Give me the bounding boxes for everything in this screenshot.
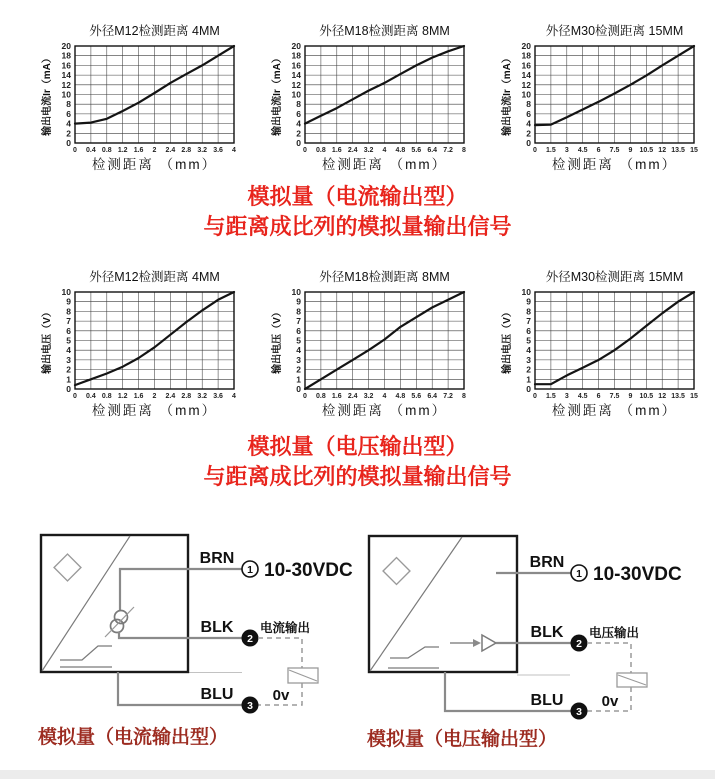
y-tick-label: 8 [66,99,71,110]
x-tick-label: 2 [152,147,157,154]
y-tick-label: 18 [61,50,71,61]
x-tick-label: 0 [303,393,307,400]
y-tick-label: 2 [66,128,71,139]
x-tick-label: 15 [690,147,698,154]
y-tick-label: 3 [526,354,531,365]
terminal-1-number: 1 [247,563,253,576]
x-tick-label: 3 [564,393,569,400]
load-dash-top [258,638,302,668]
y-tick-label: 3 [296,354,301,365]
x-tick-label: 4.8 [395,147,406,154]
blu-label: BLU [200,686,234,703]
x-tick-label: 3.2 [363,393,374,400]
blu-label: BLU [530,692,564,709]
y-tick-label: 9 [66,296,71,307]
y-tick-label: 2 [66,364,71,375]
x-tick-label: 3.2 [197,393,208,400]
x-tick-label: 1.2 [117,147,128,154]
x-tick-label: 1.5 [546,393,556,400]
x-tick-label: 1.5 [546,147,556,154]
wiring-diagram-voltage [355,530,700,730]
brn-label: BRN [529,554,565,571]
y-tick-label: 1 [526,374,531,385]
chart-title: 外径M12检测距离 4MM [89,24,220,38]
y-tick-label: 0 [526,138,531,148]
blk-label: BLK [530,624,564,641]
y-tick-label: 4 [296,118,301,129]
chart-xlabel: 检测距离 （mm） [321,403,448,418]
chart-ylabel: 输出电压（V） [42,307,53,374]
y-tick-label: 2 [526,364,531,375]
load-resistor-icon [288,668,318,683]
chart-xlabel: 检测距离 （mm） [551,157,678,172]
y-tick-label: 8 [526,306,531,317]
chart-xlabel: 检测距离 （mm） [91,157,218,172]
x-tick-label: 4.8 [395,393,406,400]
x-tick-label: 0 [533,393,537,400]
x-tick-label: 7.2 [443,147,453,154]
y-tick-label: 6 [66,108,71,119]
y-tick-label: 14 [61,70,71,81]
terminal-1-number: 1 [576,567,582,580]
y-tick-label: 8 [296,306,301,317]
y-tick-label: 4 [66,118,71,129]
terminal-3-number: 3 [576,705,582,718]
y-tick-label: 16 [291,60,301,71]
sensor-box [41,535,188,672]
chart-m30-current [480,16,710,179]
y-tick-label: 10 [61,287,71,297]
y-tick-label: 5 [526,335,531,346]
analog-current-heading-line2: 与距离成比列的模拟量输出信号 [203,214,512,239]
x-tick-label: 9 [628,147,633,154]
analog-voltage-heading-line2: 与距离成比列的模拟量输出信号 [203,464,512,489]
x-tick-label: 8 [462,147,466,154]
load-dash-top [587,643,631,673]
x-tick-label: 6 [596,147,601,154]
y-tick-label: 4 [526,118,531,129]
y-tick-label: 18 [521,50,531,61]
y-tick-label: 10 [291,89,301,100]
x-tick-label: 4 [382,393,387,400]
supply-voltage-label: 10-30VDC [264,560,353,581]
y-tick-label: 10 [61,89,71,100]
x-tick-label: 10.5 [639,393,654,400]
zero-volt-label: 0v [601,693,619,710]
x-tick-label: 15 [690,393,698,400]
y-tick-label: 0 [66,384,71,394]
x-tick-label: 2.4 [165,393,176,400]
chart-svg [480,16,710,179]
y-tick-label: 6 [66,325,71,336]
x-tick-label: 1.6 [133,393,144,400]
chart-m12-current [20,16,250,179]
x-tick-label: 3.6 [213,393,223,400]
y-tick-label: 14 [291,70,301,81]
y-tick-label: 1 [296,374,301,385]
y-tick-label: 0 [296,138,301,148]
x-tick-label: 0.8 [316,147,326,154]
chart-m18-current [250,16,480,179]
y-tick-label: 3 [66,354,71,365]
chart-m18-voltage [250,262,480,425]
x-tick-label: 10.5 [639,147,654,154]
x-tick-label: 4.5 [577,147,588,154]
x-tick-label: 7.2 [443,393,453,400]
y-tick-label: 4 [296,345,301,356]
x-tick-label: 6.4 [427,147,438,154]
x-tick-label: 1.2 [117,393,128,400]
x-tick-label: 6 [596,393,601,400]
y-tick-label: 2 [296,364,301,375]
y-tick-label: 0 [296,384,301,394]
y-tick-label: 20 [521,41,531,51]
x-tick-label: 12 [658,393,667,400]
wiring-diagram-current [20,530,360,730]
zero-volt-label: 0v [272,687,290,704]
x-tick-label: 12 [658,147,667,154]
x-tick-label: 1.6 [331,147,342,154]
x-tick-label: 3.2 [197,147,208,154]
y-tick-label: 10 [521,89,531,100]
x-tick-label: 2.4 [347,393,358,400]
brn-label: BRN [199,550,235,567]
y-tick-label: 9 [296,296,301,307]
y-tick-label: 16 [61,60,71,71]
x-tick-label: 7.5 [609,147,620,154]
y-tick-label: 6 [526,325,531,336]
x-tick-label: 0.8 [101,147,112,154]
chart-svg [250,262,480,425]
y-tick-label: 2 [296,128,301,139]
x-tick-label: 13.5 [671,393,685,400]
y-tick-label: 6 [296,325,301,336]
y-tick-label: 14 [521,70,531,81]
x-tick-label: 2.8 [181,147,192,154]
x-tick-label: 9 [628,393,633,400]
x-tick-label: 0.4 [86,393,96,400]
analog-current-heading-line1: 模拟量（电流输出型） [247,184,468,209]
chart-title: 外径M18检测距离 8MM [319,24,450,38]
x-tick-label: 2.4 [165,147,176,154]
y-tick-label: 8 [526,99,531,110]
x-tick-label: 0.4 [86,147,96,154]
y-tick-label: 0 [526,384,531,394]
chart-svg [250,16,480,179]
chart-ylabel: 输出电流Ir（mA） [272,53,283,136]
y-tick-label: 20 [291,41,301,51]
analog-voltage-heading [0,432,715,492]
terminal-2-number: 2 [247,632,253,645]
terminal-3-number: 3 [247,699,253,712]
x-tick-label: 0 [73,147,77,154]
y-tick-label: 20 [61,41,71,51]
chart-ylabel: 输出电压（V） [502,307,513,374]
y-tick-label: 12 [291,79,301,90]
x-tick-label: 4 [232,147,236,154]
x-tick-label: 2 [152,393,157,400]
y-tick-label: 6 [296,108,301,119]
x-tick-label: 5.6 [411,147,422,154]
y-tick-label: 1 [66,374,71,385]
chart-xlabel: 检测距离 （mm） [91,403,218,418]
chart-title: 外径M30检测距离 15MM [545,24,684,38]
y-tick-label: 18 [291,50,301,61]
y-tick-label: 4 [66,345,71,356]
x-tick-label: 0.8 [101,393,112,400]
chart-xlabel: 检测距离 （mm） [551,403,678,418]
y-tick-label: 7 [66,316,71,327]
load-resistor-icon [617,673,647,687]
x-tick-label: 2.4 [347,147,358,154]
x-tick-label: 0.8 [316,393,326,400]
x-tick-label: 0 [73,393,77,400]
y-tick-label: 8 [296,99,301,110]
x-tick-label: 3.6 [213,147,223,154]
x-tick-label: 3 [564,147,569,154]
chart-m12-voltage [20,262,250,425]
chart-svg [20,16,250,179]
chart-title: 外径M30检测距离 15MM [545,270,684,284]
y-tick-label: 0 [66,138,71,148]
caption-voltage-type: 模拟量（电压输出型） [367,729,558,750]
chart-svg [20,262,250,425]
caption-current-type: 模拟量（电流输出型） [38,727,229,748]
chart-m30-voltage [480,262,710,425]
x-tick-label: 4.5 [577,393,588,400]
analog-current-heading [0,182,715,242]
current-output-label: 电流输出 [260,621,311,635]
x-tick-label: 7.5 [609,393,620,400]
y-tick-label: 9 [526,296,531,307]
chart-title: 外径M18检测距离 8MM [319,270,450,284]
y-tick-label: 10 [291,287,301,297]
x-tick-label: 6.4 [427,393,438,400]
y-tick-label: 8 [66,306,71,317]
chart-xlabel: 检测距离 （mm） [321,157,448,172]
y-tick-label: 10 [521,287,531,297]
x-tick-label: 5.6 [411,393,422,400]
y-tick-label: 5 [296,335,301,346]
x-tick-label: 8 [462,393,466,400]
x-tick-label: 1.6 [133,147,144,154]
x-tick-label: 0 [303,147,307,154]
x-tick-label: 3.2 [363,147,374,154]
terminal-2-number: 2 [576,637,582,650]
x-tick-label: 4 [382,147,387,154]
blk-label: BLK [200,619,234,636]
y-tick-label: 16 [521,60,531,71]
x-tick-label: 2.8 [181,393,192,400]
chart-ylabel: 输出电压（V） [272,307,283,374]
y-tick-label: 2 [526,128,531,139]
x-tick-label: 4 [232,393,236,400]
y-tick-label: 7 [526,316,531,327]
x-tick-label: 13.5 [671,147,685,154]
chart-title: 外径M12检测距离 4MM [89,270,220,284]
chart-ylabel: 输出电流Ir（mA） [502,53,513,136]
y-tick-label: 7 [296,316,301,327]
y-tick-label: 5 [66,335,71,346]
y-tick-label: 6 [526,108,531,119]
y-tick-label: 12 [521,79,531,90]
analog-voltage-heading-line1: 模拟量（电压输出型） [247,434,468,459]
voltage-output-label: 电压输出 [589,626,640,640]
chart-svg [480,262,710,425]
y-tick-label: 12 [61,79,71,90]
y-tick-label: 4 [526,345,531,356]
sensor-box [369,536,517,672]
x-tick-label: 1.6 [331,393,342,400]
bottom-divider-bar [0,770,715,779]
chart-ylabel: 输出电流Ir（mA） [42,53,53,136]
supply-voltage-label: 10-30VDC [593,564,682,585]
x-tick-label: 0 [533,147,537,154]
